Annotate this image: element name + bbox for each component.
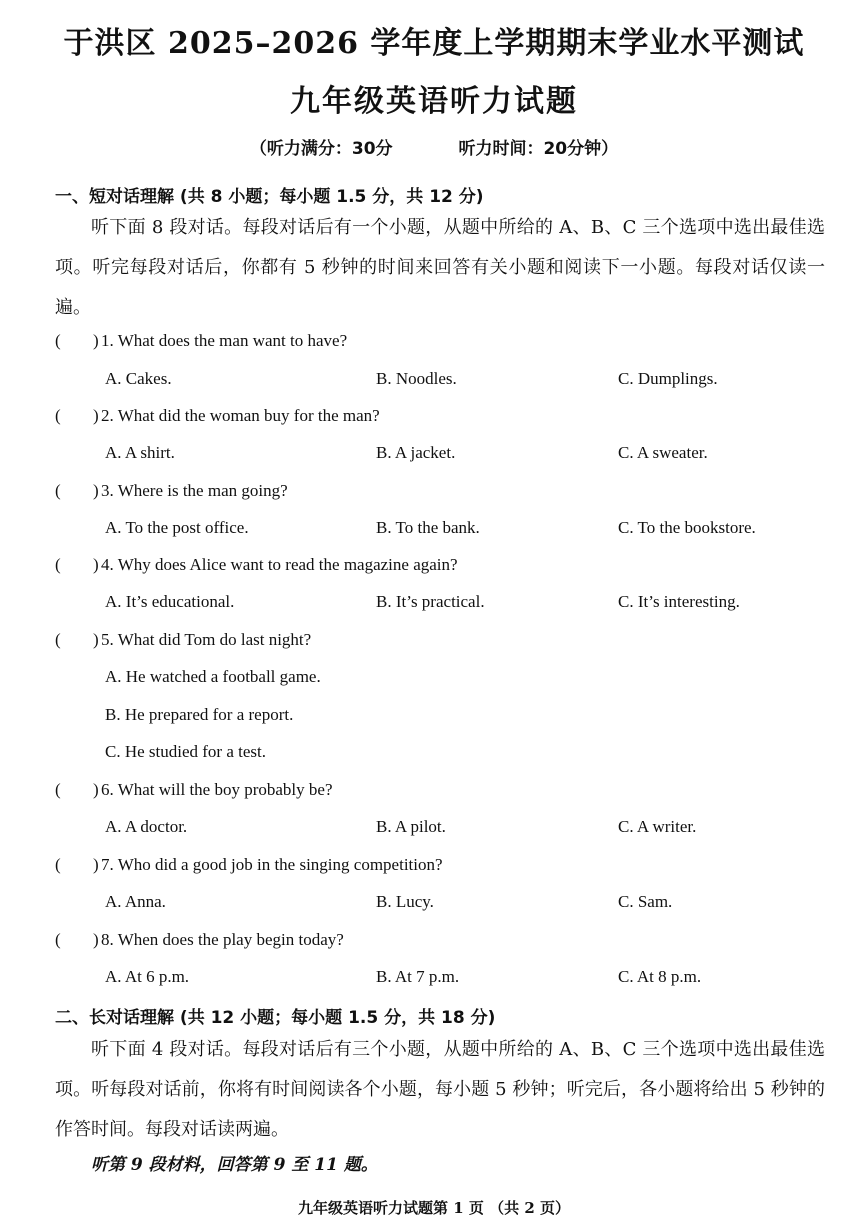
- full-score: （听力满分：30分: [249, 139, 393, 159]
- q5-option-a: A. He watched a football game.: [105, 667, 321, 686]
- q2-option-b: B. A jacket.: [376, 443, 456, 462]
- q1-option-b: B. Noodles.: [376, 369, 457, 388]
- answer-blank[interactable]: (: [55, 331, 61, 350]
- section2-instructions: 听下面 4 段对话。每段对话后有三个小题，从题中所给的 A、B、C 三个选项中选出最佳选项。听每段对话前，你将有时间阅读各个小题，每小题 5 秒钟；听完后，各小题将给出 5 秒钟的作答时间。每段对话读两遍。: [55, 1039, 825, 1140]
- answer-blank[interactable]: (: [55, 406, 61, 425]
- answer-blank[interactable]: (: [55, 481, 61, 500]
- q6-option-c: C. A writer.: [618, 817, 697, 836]
- question-7: ( ) 7. Who did a good job in the singing competition?: [55, 855, 443, 874]
- section2-sub-instruction: 听第 9 段材料，回答第 9 至 11 题。: [91, 1155, 378, 1175]
- section1-heading: 一、短对话理解 (共 8 小题；每小题 1.5 分，共 12 分): [55, 187, 484, 207]
- exam-subtitle: 九年级英语听力试题: [290, 84, 578, 119]
- q3-option-c: C. To the bookstore.: [618, 518, 756, 537]
- q8-option-b: B. At 7 p.m.: [376, 967, 460, 986]
- q7-option-b: B. Lucy.: [376, 892, 434, 911]
- q8-option-a: A. At 6 p.m.: [105, 967, 190, 986]
- question-1: ( ) 1. What does the man want to have?: [55, 331, 348, 350]
- page-footer: 九年级英语听力试题第 1 页 （共 2 页）: [298, 1199, 570, 1217]
- q4-option-c: C. It’s interesting.: [618, 592, 740, 611]
- score-time-line: [0, 134, 868, 159]
- q3-option-a: A. To the post office.: [105, 518, 249, 537]
- q3-option-b: B. To the bank.: [376, 518, 480, 537]
- question-3: ( ) 3. Where is the man going?: [55, 481, 288, 500]
- question-6: ( ) 6. What will the boy probably be?: [55, 780, 333, 799]
- answer-blank[interactable]: (: [55, 780, 61, 799]
- exam-title: 于洪区 2025–2026 学年度上学期期末学业水平测试: [63, 26, 805, 61]
- question-2: ( ) 2. What did the woman buy for the man?: [55, 406, 380, 425]
- q1-option-c: C. Dumplings.: [618, 369, 718, 388]
- q6-option-b: B. A pilot.: [376, 817, 446, 836]
- q4-option-b: B. It’s practical.: [376, 592, 485, 611]
- q2-option-a: A. A shirt.: [105, 443, 175, 462]
- q8-option-c: C. At 8 p.m.: [618, 967, 702, 986]
- q4-option-a: A. It’s educational.: [105, 592, 235, 611]
- answer-blank[interactable]: (: [55, 855, 61, 874]
- question-4: ( ) 4. Why does Alice want to read the magazine again?: [55, 555, 458, 574]
- q7-option-c: C. Sam.: [618, 892, 673, 911]
- q6-option-a: A. A doctor.: [105, 817, 188, 836]
- question-5: ( ) 5. What did Tom do last night?: [55, 630, 312, 649]
- q1-option-a: A. Cakes.: [105, 369, 172, 388]
- answer-blank[interactable]: (: [55, 555, 61, 574]
- exam-time: 听力时间：20分钟）: [458, 139, 619, 159]
- answer-blank[interactable]: (: [55, 930, 61, 949]
- q2-option-c: C. A sweater.: [618, 443, 708, 462]
- question-8: ( ) 8. When does the play begin today?: [55, 930, 344, 949]
- q5-option-c: C. He studied for a test.: [105, 742, 266, 761]
- answer-blank[interactable]: (: [55, 630, 61, 649]
- q7-option-a: A. Anna.: [105, 892, 166, 911]
- section2-heading: 二、长对话理解 (共 12 小题；每小题 1.5 分，共 18 分): [55, 1008, 496, 1028]
- q5-option-b: B. He prepared for a report.: [105, 705, 294, 724]
- section1-instructions: 听下面 8 段对话。每段对话后有一个小题，从题中所给的 A、B、C 三个选项中选出最佳选项。听完每段对话后，你都有 5 秒钟的时间来回答有关小题和阅读下一小题。每段对话仅读一遍。: [55, 217, 825, 318]
